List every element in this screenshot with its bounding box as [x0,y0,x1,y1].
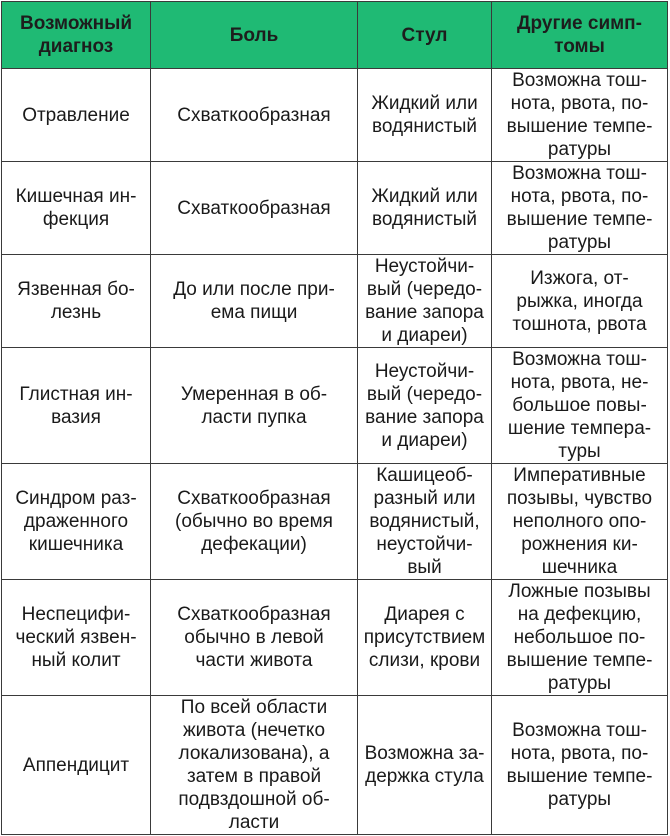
diagnosis-table [1,1,668,835]
cell-diagnosis: Неспецифи- ческий язвен- ный колит [2,580,151,696]
cell-pain: По всей области живота (нечетко локализована), а затем в правой подвздошной об- ласти [151,696,358,835]
table-row [2,255,668,348]
cell-stool: Неустойчи- вый (чередо- вание запора и диареи) [358,255,492,348]
cell-other: Возможна тош- нота, рвота, по- вышение темпе- ратуры [492,162,668,255]
cell-stool: Жидкий или водянистый [358,162,492,255]
header-stool: Стул [358,2,492,69]
cell-pain: Схваткообразная [151,162,358,255]
cell-stool: Возможна за- держка стула [358,696,492,835]
cell-other: Возможна тош- нота, рвота, не- большое повы- шение темпера- туры [492,348,668,464]
table-row [2,162,668,255]
cell-pain: Схваткообразная обычно в левой части живота [151,580,358,696]
header-pain: Боль [151,2,358,69]
header-row [2,2,668,69]
cell-pain: Схваткообразная (обычно во время дефекации) [151,464,358,580]
cell-diagnosis: Глистная ин- вазия [2,348,151,464]
cell-other: Возможна тош- нота, рвота, по- вышение темпе- ратуры [492,69,668,162]
cell-pain: До или после при- ема пищи [151,255,358,348]
cell-other: Изжога, от- рыжка, иногда тошнота, рвота [492,255,668,348]
cell-stool: Диарея с присутствием слизи, крови [358,580,492,696]
cell-pain: Схваткообразная [151,69,358,162]
table-row [2,69,668,162]
table-row [2,696,668,835]
cell-stool: Жидкий или водянистый [358,69,492,162]
cell-pain: Умеренная в об- ласти пупка [151,348,358,464]
header-diagnosis: Возможный диагноз [2,2,151,69]
cell-diagnosis: Синдром раз- драженного кишечника [2,464,151,580]
table-row [2,464,668,580]
cell-diagnosis: Отравление [2,69,151,162]
header-other-symptoms: Другие симп- томы [492,2,668,69]
table-row [2,348,668,464]
cell-diagnosis: Кишечная ин- фекция [2,162,151,255]
cell-stool: Неустойчи- вый (чередо- вание запора и диареи) [358,348,492,464]
cell-other: Возможна тош- нота, рвота, по- вышение темпе- ратуры [492,696,668,835]
cell-stool: Кашицеоб- разный или водянистый, неустойчи- вый [358,464,492,580]
cell-other: Императивные позывы, чувство неполного опо- рожнения ки- шечника [492,464,668,580]
cell-diagnosis: Аппендицит [2,696,151,835]
table-row [2,580,668,696]
cell-other: Ложные позывы на дефекцию, небольшое по- вышение темпе- ратуры [492,580,668,696]
cell-diagnosis: Язвенная бо- лезнь [2,255,151,348]
